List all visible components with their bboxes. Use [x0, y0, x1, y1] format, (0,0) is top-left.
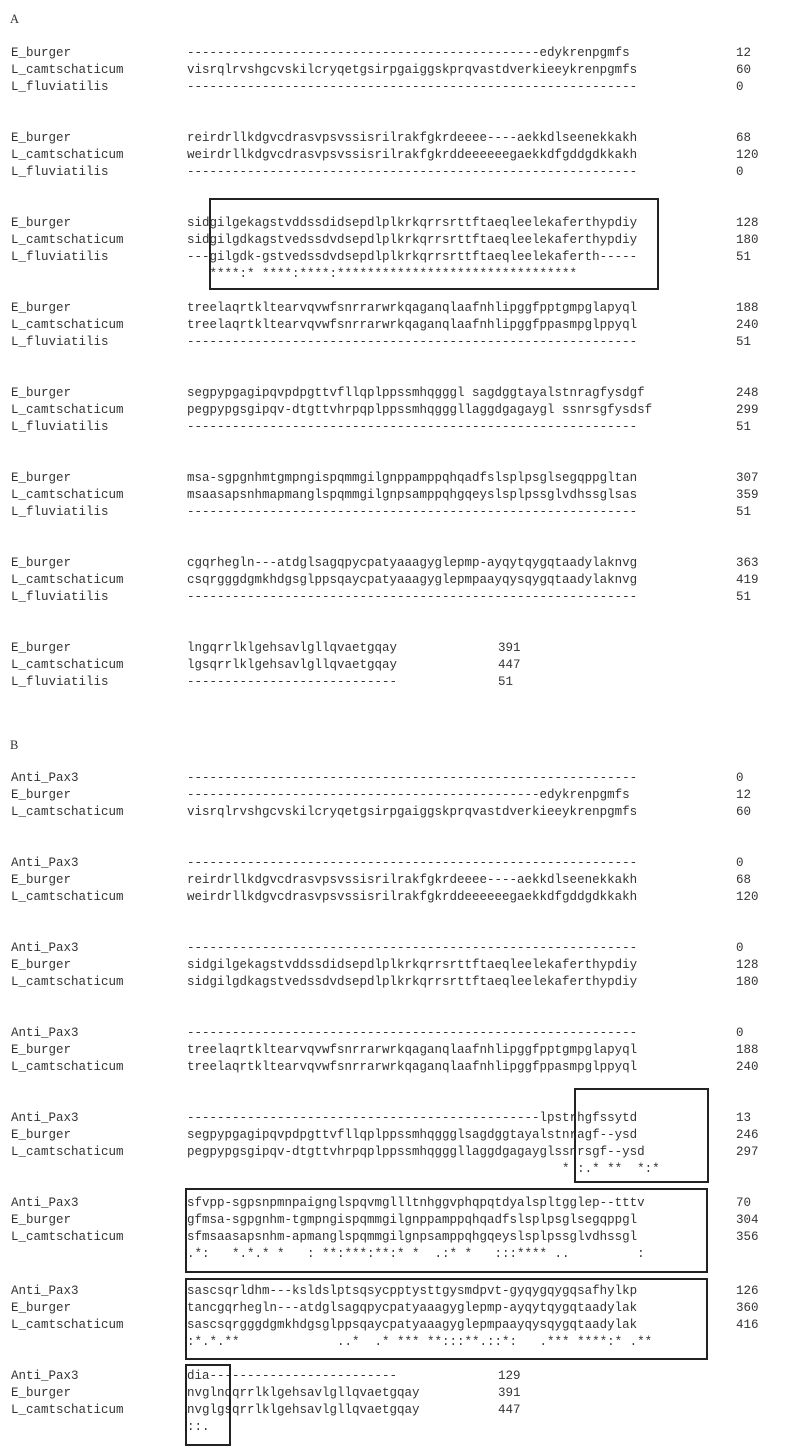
sequence-residues: treelaqrtkltearvqvwfsnrrarwrkqaganqlaafnhlipggfpptgmpglapyql: [187, 1043, 638, 1057]
sequence-name: E_burger: [11, 131, 72, 145]
residue-count: 12: [736, 788, 752, 802]
residue-count: 180: [736, 233, 759, 247]
residue-count: 447: [498, 1403, 521, 1417]
sequence-residues: treelaqrtkltearvqvwfsnrrarwrkqaganqlaafnhlipggfpptgmpglapyql: [187, 301, 638, 315]
sequence-residues: sfvpp-sgpsnpmnpaignglspqvmgllltnhggvphqpqtdyalspltgglep--tttv: [187, 1196, 645, 1210]
sequence-residues: ---gilgdk-gstvedssdvdsepdlplkrkqrrsrttftaeqleelekaferth-----: [187, 250, 638, 264]
conserved-region-box-a: [209, 198, 659, 290]
residue-count: 51: [736, 250, 752, 264]
consensus-symbols: ::.: [187, 1420, 210, 1434]
residue-count: 416: [736, 1318, 759, 1332]
residue-count: 246: [736, 1128, 759, 1142]
residue-count: 240: [736, 318, 759, 332]
residue-count: 12: [736, 46, 752, 60]
residue-count: 297: [736, 1145, 759, 1159]
sequence-name: Anti_Pax3: [11, 941, 79, 955]
sequence-residues: cgqrhegln---atdglsagqpycpatyaaagyglepmp-ayqytqygqtaadylaknvg: [187, 556, 638, 570]
sequence-name: E_burger: [11, 46, 72, 60]
residue-count: 51: [736, 590, 752, 604]
consensus-symbols: * :.* ** *:*: [187, 1162, 660, 1176]
residue-count: 188: [736, 301, 759, 315]
sequence-residues: sidgilgdkagstvedssdvdsepdlplkrkqrrsrttftaeqleelekaferthypdiy: [187, 975, 638, 989]
sequence-name: L_camtschaticum: [11, 1318, 124, 1332]
sequence-name: L_camtschaticum: [11, 403, 124, 417]
sequence-residues: lngqrrlklgehsavlgllqvaetgqay: [187, 641, 398, 655]
sequence-name: Anti_Pax3: [11, 1026, 79, 1040]
residue-count: 0: [736, 941, 744, 955]
residue-count: 419: [736, 573, 759, 587]
residue-count: 356: [736, 1230, 759, 1244]
sequence-name: L_camtschaticum: [11, 1230, 124, 1244]
sequence-residues: weirdrllkdgvcdrasvpsvssisrilrakfgkrddeeeeeegaekkdfgddgdkkakh: [187, 890, 638, 904]
sequence-residues: sidgilgekagstvddssdidsepdlplkrkqrrsrttftaeqleelekaferthypdiy: [187, 216, 638, 230]
sequence-residues: tancgqrhegln---atdglsagqpycpatyaaagyglepmp-ayqytqygqtaadylak: [187, 1301, 638, 1315]
sequence-name: E_burger: [11, 301, 72, 315]
residue-count: 0: [736, 165, 744, 179]
residue-count: 299: [736, 403, 759, 417]
consensus-symbols: :*.*.** ..* .* *** **:::**.::*: .*** ****:* .**: [187, 1335, 653, 1349]
sequence-name: E_burger: [11, 873, 72, 887]
sequence-name: E_burger: [11, 641, 72, 655]
sequence-residues: ------------------------------------------------------------: [187, 420, 638, 434]
residue-count: 304: [736, 1213, 759, 1227]
residue-count: 0: [736, 856, 744, 870]
sequence-name: L_fluviatilis: [11, 80, 109, 94]
sequence-residues: -----------------------------------------------edykrenpgmfs: [187, 788, 630, 802]
residue-count: 363: [736, 556, 759, 570]
sequence-name: L_fluviatilis: [11, 420, 109, 434]
sequence-residues: -----------------------------------------------edykrenpgmfs: [187, 46, 630, 60]
residue-count: 70: [736, 1196, 752, 1210]
sequence-name: L_camtschaticum: [11, 63, 124, 77]
consensus-symbols: ****:* ****:****:********************************: [187, 267, 615, 281]
sequence-name: L_camtschaticum: [11, 573, 124, 587]
sequence-residues: visrqlrvshgcvskilcryqetgsirpgaiggskprqvastdverkieeykrenpgmfs: [187, 805, 638, 819]
conserved-region-box-b3: [185, 1278, 708, 1360]
sequence-residues: nvglgsqrrlklgehsavlgllqvaetgqay: [187, 1403, 420, 1417]
sequence-residues: sascsqrgggdgmkhdgsglppsqaycpatyaaagyglepmpaayqysqygqtaadylak: [187, 1318, 638, 1332]
sequence-name: E_burger: [11, 471, 72, 485]
sequence-residues: treelaqrtkltearvqvwfsnrrarwrkqaganqlaafnhlipggfppasmpglppyql: [187, 1060, 638, 1074]
sequence-residues: csqrgggdgmkhdgsglppsqaycpatyaaagyglepmpaayqysqygqtaadylaknvg: [187, 573, 638, 587]
sequence-name: Anti_Pax3: [11, 1284, 79, 1298]
sequence-residues: msaasapsnhmapmanglspqmmgilgnpsamppqhgqeyslsplpssglvdhssglsas: [187, 488, 638, 502]
sequence-residues: lgsqrrlklgehsavlgllqvaetgqay: [187, 658, 398, 672]
sequence-residues: sidgilgdkagstvedssdvdsepdlplkrkqrrsrttftaeqleelekaferthypdiy: [187, 233, 638, 247]
sequence-residues: ------------------------------------------------------------: [187, 1026, 638, 1040]
sequence-residues: ------------------------------------------------------------: [187, 165, 638, 179]
sequence-name: E_burger: [11, 556, 72, 570]
sequence-residues: ------------------------------------------------------------: [187, 771, 638, 785]
sequence-name: Anti_Pax3: [11, 1111, 79, 1125]
sequence-name: E_burger: [11, 216, 72, 230]
conserved-region-box-b2: [185, 1188, 708, 1273]
sequence-name: L_camtschaticum: [11, 890, 124, 904]
sequence-name: L_fluviatilis: [11, 590, 109, 604]
residue-count: 359: [736, 488, 759, 502]
sequence-name: L_camtschaticum: [11, 1403, 124, 1417]
residue-count: 120: [736, 890, 759, 904]
residue-count: 307: [736, 471, 759, 485]
sequence-residues: sidgilgekagstvddssdidsepdlplkrkqrrsrttftaeqleelekaferthypdiy: [187, 958, 638, 972]
sequence-name: L_camtschaticum: [11, 1060, 124, 1074]
residue-count: 240: [736, 1060, 759, 1074]
residue-count: 68: [736, 131, 752, 145]
sequence-name: L_fluviatilis: [11, 250, 109, 264]
sequence-name: E_burger: [11, 1386, 72, 1400]
residue-count: 447: [498, 658, 521, 672]
residue-count: 0: [736, 771, 744, 785]
sequence-name: L_camtschaticum: [11, 148, 124, 162]
sequence-name: L_camtschaticum: [11, 975, 124, 989]
residue-count: 126: [736, 1284, 759, 1298]
sequence-name: L_camtschaticum: [11, 805, 124, 819]
residue-count: 51: [736, 335, 752, 349]
residue-count: 128: [736, 958, 759, 972]
residue-count: 51: [498, 675, 514, 689]
sequence-name: L_camtschaticum: [11, 233, 124, 247]
sequence-name: Anti_Pax3: [11, 856, 79, 870]
sequence-residues: ------------------------------------------------------------: [187, 505, 638, 519]
residue-count: 391: [498, 641, 521, 655]
sequence-residues: segpypgagipqvpdpgttvfllqplppssmhqgggl sagdggtayalstnragfysdgf: [187, 386, 645, 400]
residue-count: 180: [736, 975, 759, 989]
sequence-name: E_burger: [11, 1301, 72, 1315]
residue-count: 0: [736, 1026, 744, 1040]
conserved-region-box-b4: [185, 1364, 231, 1446]
residue-count: 68: [736, 873, 752, 887]
sequence-residues: ------------------------------------------------------------: [187, 590, 638, 604]
residue-count: 13: [736, 1111, 752, 1125]
sequence-residues: pegpypgsgipqv-dtgttvhrpqplppssmhqgggllaggdgagaygl ssnrsgfysdsf: [187, 403, 653, 417]
sequence-residues: dia-------------------------: [187, 1369, 398, 1383]
sequence-residues: sfmsaasapsnhm-apmanglspqmmgilgnpsamppqhgqeyslsplpssglvdhssgl: [187, 1230, 638, 1244]
sequence-name: E_burger: [11, 958, 72, 972]
residue-count: 0: [736, 80, 744, 94]
consensus-symbols: .*: *.*.* * : **:***:**:* * .:* * :::**** .. :: [187, 1247, 645, 1261]
sequence-residues: ------------------------------------------------------------: [187, 856, 638, 870]
residue-count: 391: [498, 1386, 521, 1400]
sequence-name: L_fluviatilis: [11, 505, 109, 519]
sequence-name: L_fluviatilis: [11, 165, 109, 179]
residue-count: 129: [498, 1369, 521, 1383]
residue-count: 248: [736, 386, 759, 400]
sequence-residues: sascsqrldhm---ksldslptsqsycpptysttgysmdpvt-gyqygqygqsafhylkp: [187, 1284, 638, 1298]
sequence-name: L_camtschaticum: [11, 1145, 124, 1159]
residue-count: 120: [736, 148, 759, 162]
sequence-residues: pegpypgsgipqv-dtgttvhrpqplppssmhqgggllaggdgagayglssnrsgf--ysd: [187, 1145, 645, 1159]
residue-count: 60: [736, 63, 752, 77]
residue-count: 128: [736, 216, 759, 230]
section-label-b: B: [10, 738, 19, 752]
sequence-residues: -----------------------------------------------lpstrhgfssytd: [187, 1111, 638, 1125]
residue-count: 60: [736, 805, 752, 819]
sequence-residues: reirdrllkdgvcdrasvpsvssisrilrakfgkrdeeee----aekkdlseenekkakh: [187, 873, 638, 887]
residue-count: 360: [736, 1301, 759, 1315]
sequence-name: L_fluviatilis: [11, 675, 109, 689]
sequence-residues: segpypgagipqvpdpgttvfllqplppssmhqggglsagdggtayalstnragf--ysd: [187, 1128, 638, 1142]
sequence-name: E_burger: [11, 386, 72, 400]
conserved-region-box-b1: [574, 1088, 709, 1183]
sequence-residues: gfmsa-sgpgnhm-tgmpngispqmmgilgnppamppqhqadfslsplpsglsegqppgl: [187, 1213, 638, 1227]
sequence-name: Anti_Pax3: [11, 771, 79, 785]
sequence-name: E_burger: [11, 788, 72, 802]
sequence-name: Anti_Pax3: [11, 1369, 79, 1383]
sequence-residues: nvglnqqrrlklgehsavlgllqvaetgqay: [187, 1386, 420, 1400]
residue-count: 51: [736, 420, 752, 434]
sequence-residues: weirdrllkdgvcdrasvpsvssisrilrakfgkrddeeeeeegaekkdfgddgdkkakh: [187, 148, 638, 162]
residue-count: 188: [736, 1043, 759, 1057]
sequence-name: L_camtschaticum: [11, 488, 124, 502]
sequence-name: L_camtschaticum: [11, 318, 124, 332]
sequence-name: E_burger: [11, 1043, 72, 1057]
sequence-residues: ------------------------------------------------------------: [187, 335, 638, 349]
section-label-a: A: [10, 12, 20, 26]
sequence-name: E_burger: [11, 1213, 72, 1227]
sequence-residues: msa-sgpgnhmtgmpngispqmmgilgnppamppqhqadfslsplpsglsegqppgltan: [187, 471, 638, 485]
residue-count: 51: [736, 505, 752, 519]
sequence-residues: treelaqrtkltearvqvwfsnrrarwrkqaganqlaafnhlipggfppasmpglppyql: [187, 318, 638, 332]
sequence-residues: ------------------------------------------------------------: [187, 80, 638, 94]
sequence-residues: reirdrllkdgvcdrasvpsvssisrilrakfgkrdeeee----aekkdlseenekkakh: [187, 131, 638, 145]
sequence-name: L_camtschaticum: [11, 658, 124, 672]
sequence-name: L_fluviatilis: [11, 335, 109, 349]
sequence-name: E_burger: [11, 1128, 72, 1142]
sequence-residues: ----------------------------: [187, 675, 398, 689]
sequence-residues: visrqlrvshgcvskilcryqetgsirpgaiggskprqvastdverkieeykrenpgmfs: [187, 63, 638, 77]
sequence-residues: ------------------------------------------------------------: [187, 941, 638, 955]
sequence-name: Anti_Pax3: [11, 1196, 79, 1210]
